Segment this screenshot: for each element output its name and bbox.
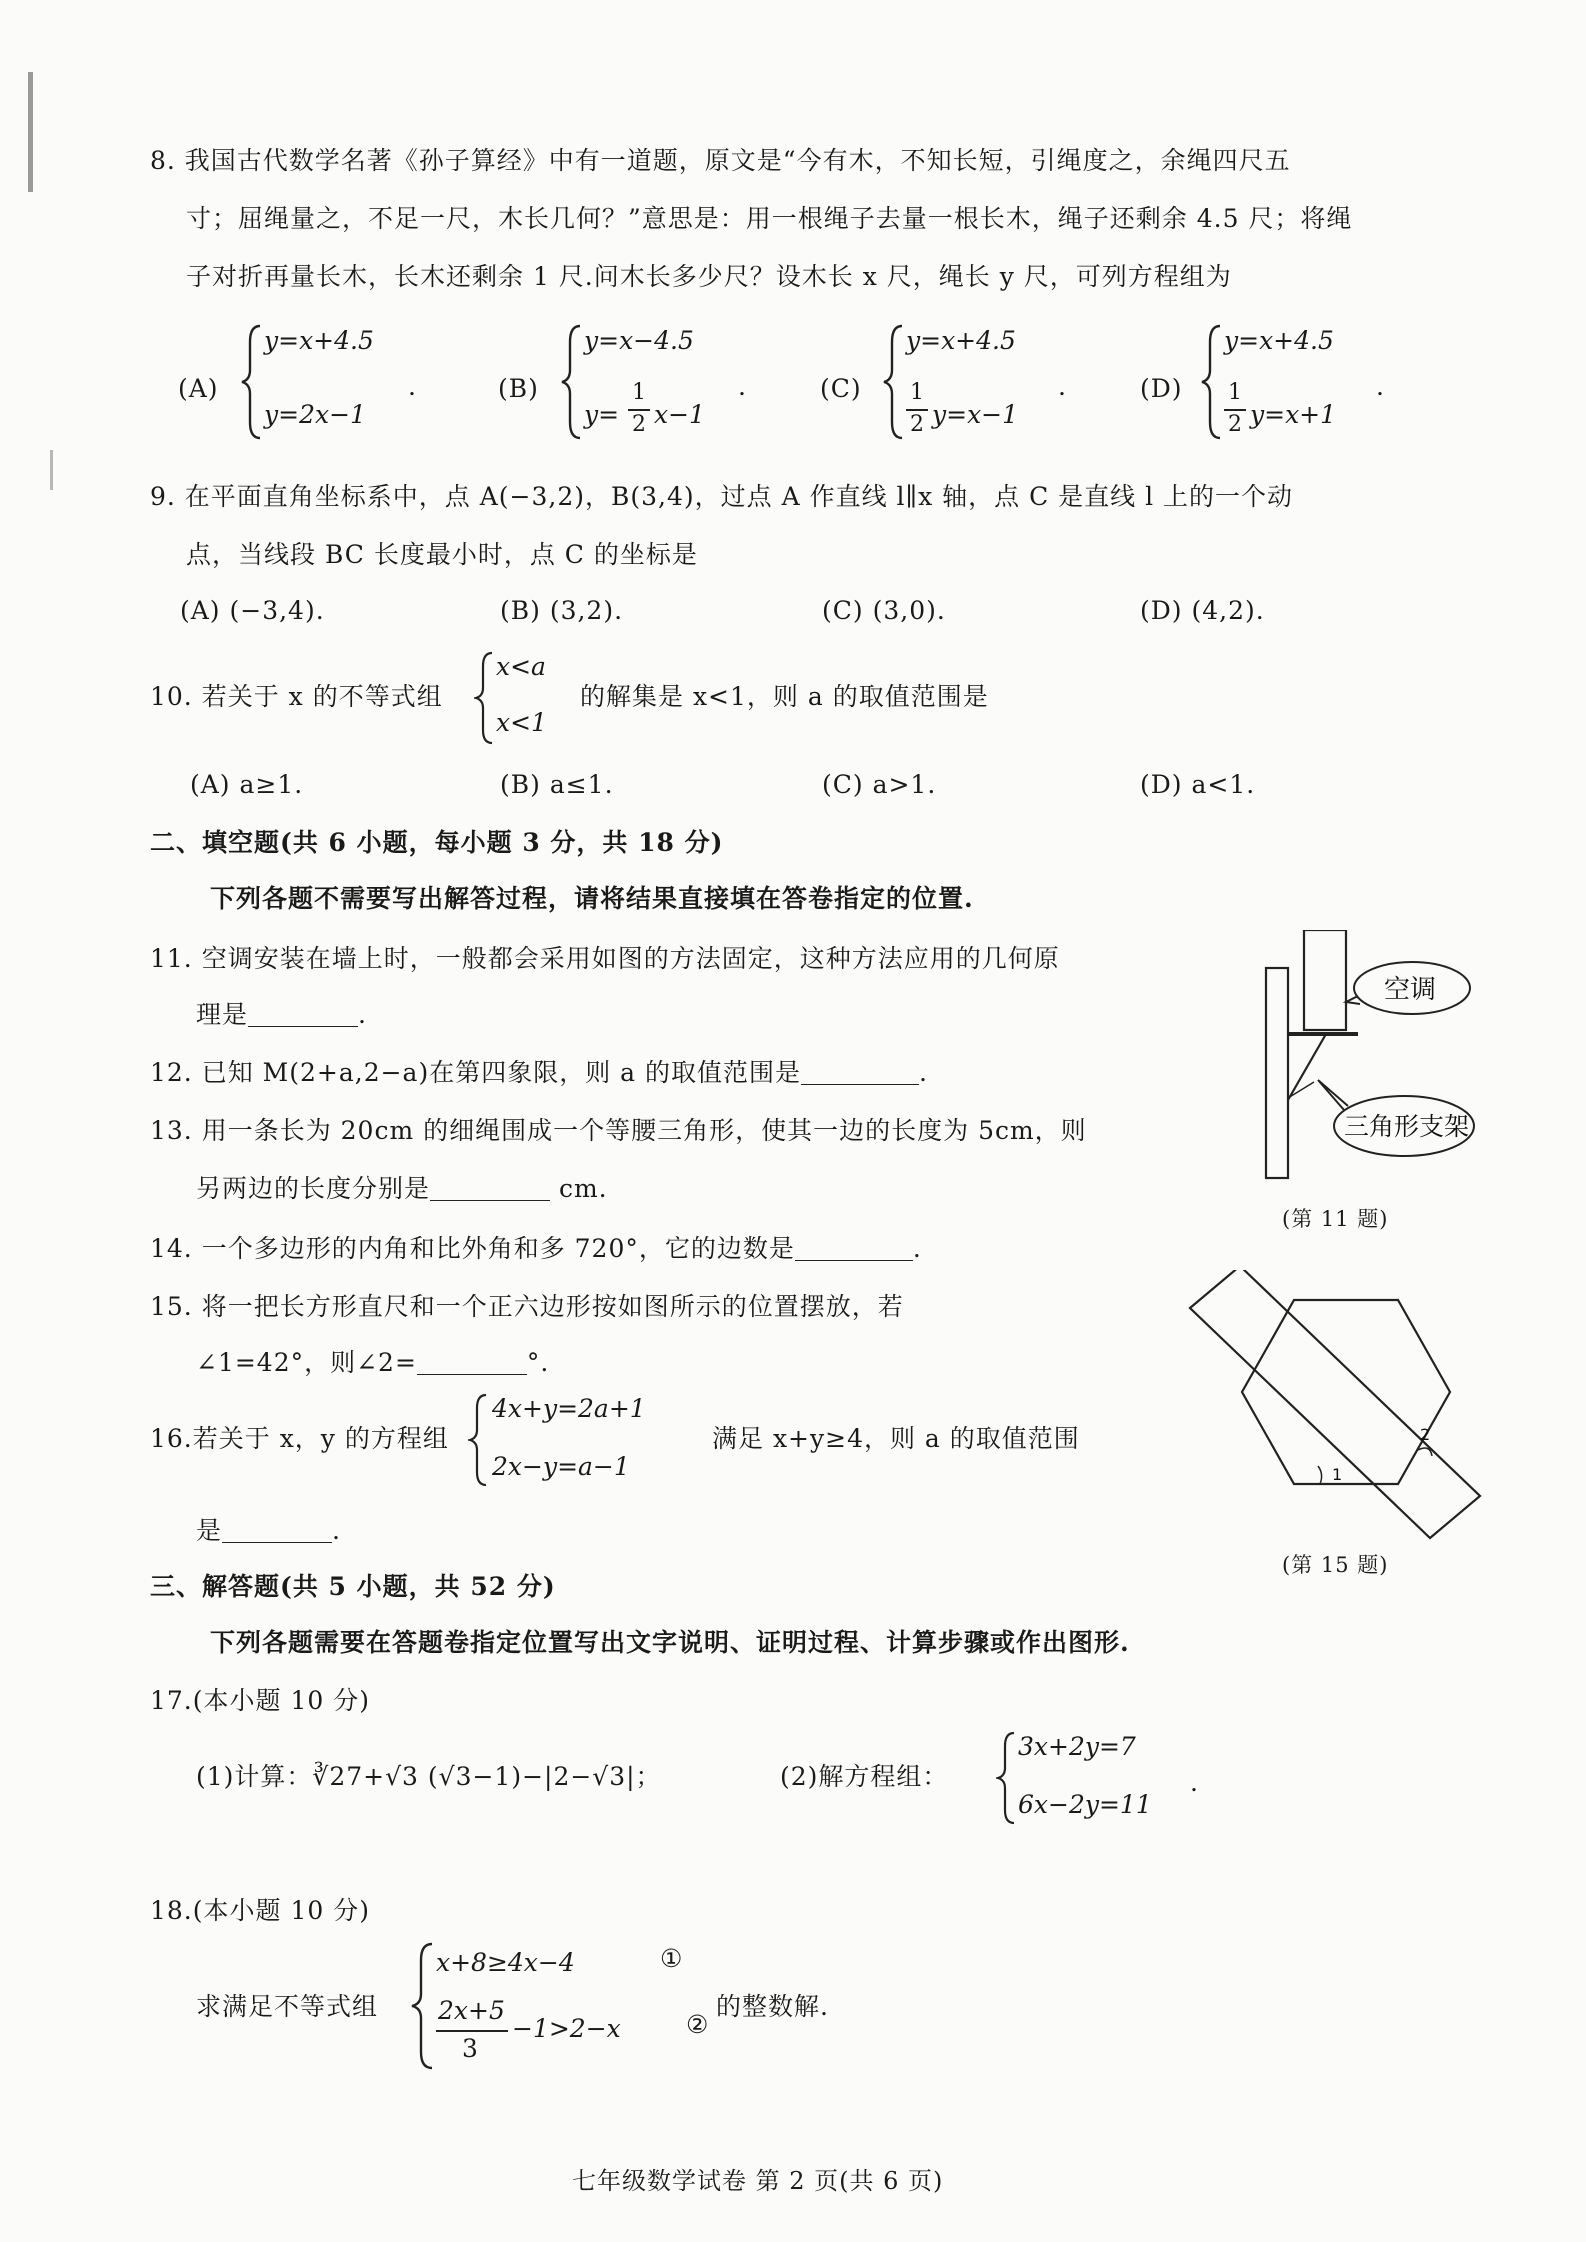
angle-2-label: 2 (1420, 1425, 1431, 1444)
q9-option-c[interactable]: (C) (3,0). (822, 596, 946, 625)
q15-line1: 15. 将一把长方形直尺和一个正六边形按如图所示的位置摆放，若 (150, 1292, 904, 1321)
q9-line2: 点，当线段 BC 长度最小时，点 C 的坐标是 (186, 540, 698, 569)
period: . (1376, 372, 1384, 401)
bracket-label: 三角形支架 (1344, 1112, 1470, 1141)
q9-option-d[interactable]: (D) (4,2). (1140, 596, 1265, 625)
q16-equation-2: 2x−y=a−1 (492, 1452, 630, 1481)
q10-inequality-2: x<1 (496, 708, 547, 737)
ac-label: 空调 (1384, 975, 1437, 1005)
brace-icon (882, 322, 906, 442)
q11-figure-caption: (第 11 题) (1282, 1207, 1389, 1231)
brace-icon (468, 1392, 490, 1488)
scan-mark (50, 450, 53, 490)
q10-option-c[interactable]: (C) a>1. (822, 770, 937, 799)
q15-figure-caption: (第 15 题) (1282, 1553, 1389, 1577)
q11-line2 (196, 998, 367, 1032)
equation-part: y=x−1 (932, 400, 1019, 429)
option-label: (B) (498, 374, 539, 403)
q18-title: 18.(本小题 10 分) (150, 1896, 370, 1925)
q8-line1: 8. 我国古代数学名著《孙子算经》中有一道题，原文是“今有木，不知长短，引绳度之，余绳四尺五 (150, 146, 1291, 175)
option-label: (D) (1140, 374, 1183, 403)
brace-icon (410, 1940, 436, 2072)
period: . (408, 372, 416, 401)
angle-1-label: 1 (1332, 1465, 1343, 1484)
brace-icon (240, 322, 264, 442)
period: . (919, 1058, 928, 1087)
scan-mark (28, 72, 33, 192)
q17-title: 17.(本小题 10 分) (150, 1686, 370, 1715)
answer-blank[interactable] (795, 1234, 913, 1261)
q13-text: 另两边的长度分别是 (196, 1174, 431, 1203)
q18-inequality-1: x+8≥4x−4 (436, 1948, 575, 1977)
period: . (1190, 1768, 1198, 1797)
q11-text: 理是 (196, 1000, 249, 1029)
q11-line1: 11. 空调安装在墙上时，一般都会采用如图的方法固定，这种方法应用的几何原 (150, 944, 1060, 973)
q16-text: 是 (196, 1516, 223, 1545)
period: . (912, 1234, 922, 1263)
fraction-numerator: 1 (910, 380, 924, 405)
answer-blank[interactable] (801, 1058, 919, 1085)
unit: cm. (558, 1174, 608, 1203)
q16-prefix: 16.若关于 x，y 的方程组 (150, 1424, 449, 1453)
brace-icon (996, 1730, 1018, 1826)
answer-blank[interactable] (417, 1348, 527, 1375)
q15-line2 (196, 1346, 549, 1380)
q18-suffix: 的整数解. (716, 1992, 829, 2021)
q8-line2: 寸；屈绳量之，不足一尺，木长几何？”意思是：用一根绳子去量一根长木，绳子还剩余 4.5 尺；将绳 (186, 204, 1353, 233)
equation: y=x+4.5 (264, 326, 374, 355)
q18-mark-1: ① (660, 1944, 683, 1973)
q10-inequality-1: x<a (496, 652, 546, 681)
q18-inequality-2-numerator: 2x+5 (438, 1996, 505, 2025)
section3-title: 三、解答题(共 5 小题，共 52 分) (150, 1572, 556, 1601)
option-label: (A) (178, 374, 219, 403)
air-conditioner-figure (1248, 930, 1478, 1190)
degree: °. (526, 1348, 550, 1377)
brace-icon (1200, 322, 1224, 442)
brace-icon (474, 650, 496, 746)
q10-option-a[interactable]: (A) a≥1. (190, 770, 304, 799)
answer-blank[interactable] (248, 1000, 358, 1027)
equation-part: x−1 (654, 400, 705, 429)
fraction-bar (1224, 409, 1246, 411)
answer-blank[interactable] (430, 1174, 550, 1201)
fraction-denominator: 2 (1228, 412, 1242, 437)
equation: y=2x−1 (264, 400, 366, 429)
period: . (738, 372, 746, 401)
answer-blank[interactable] (222, 1516, 332, 1543)
q13-line2 (196, 1172, 608, 1206)
fraction-numerator: 1 (1228, 380, 1242, 405)
q12-line (150, 1056, 928, 1090)
section2-instruction: 下列各题不需要写出解答过程，请将结果直接填在答卷指定的位置. (210, 884, 974, 913)
q9-option-a[interactable]: (A) (−3,4). (180, 596, 325, 625)
q13-line1: 13. 用一条长为 20cm 的细绳围成一个等腰三角形，使其一边的长度为 5cm，则 (150, 1116, 1087, 1145)
equation-part: y=x+1 (1250, 400, 1337, 429)
option-label: (C) (820, 374, 862, 403)
q8-line3: 子对折再量长木，长木还剩余 1 尺.问木长多少尺？设木长 x 尺，绳长 y 尺，可列方程组为 (186, 262, 1232, 291)
q16-equation-1: 4x+y=2a+1 (492, 1394, 646, 1423)
fraction-bar (628, 409, 650, 411)
q12-text: 12. 已知 M(2+a,2−a)在第四象限，则 a 的取值范围是 (150, 1058, 802, 1087)
q15-text: ∠1=42°，则∠2= (196, 1348, 417, 1377)
q9-line1: 9. 在平面直角坐标系中，点 A(−3,2)，B(3,4)，过点 A 作直线 l∥x 轴，点 C 是直线 l 上的一个动 (150, 482, 1294, 511)
q17-equation-1: 3x+2y=7 (1018, 1732, 1136, 1761)
q14-line (150, 1232, 922, 1266)
section2-title: 二、填空题(共 6 小题，每小题 3 分，共 18 分) (150, 828, 724, 857)
page-footer: 七年级数学试卷 第 2 页(共 6 页) (572, 2167, 944, 2195)
q18-prefix: 求满足不等式组 (196, 1992, 379, 2021)
fraction-bar (906, 409, 928, 411)
q14-text: 14. 一个多边形的内角和比外角和多 720°，它的边数是 (150, 1234, 795, 1263)
fraction-denominator: 2 (910, 412, 924, 437)
hexagon-ruler-figure (1184, 1270, 1484, 1550)
q10-option-b[interactable]: (B) a≤1. (500, 770, 614, 799)
q17-equation-2: 6x−2y=11 (1018, 1790, 1152, 1819)
q16-line2 (196, 1514, 341, 1548)
equation: y=x+4.5 (906, 326, 1016, 355)
period: . (358, 1000, 367, 1029)
q10-option-d[interactable]: (D) a<1. (1140, 770, 1256, 799)
brace-icon (560, 322, 584, 442)
q10-suffix: 的解集是 x<1，则 a 的取值范围是 (580, 682, 989, 711)
fraction-denominator: 2 (632, 412, 646, 437)
q18-inequality-2-rest: −1>2−x (512, 2014, 621, 2043)
q18-mark-2: ② (686, 2010, 709, 2039)
q9-option-b[interactable]: (B) (3,2). (500, 596, 624, 625)
q17-part2: (2)解方程组： (780, 1762, 949, 1791)
period: . (332, 1516, 341, 1545)
fraction-bar (436, 2030, 508, 2032)
period: . (1058, 372, 1066, 401)
q18-inequality-2-denominator: 3 (462, 2034, 478, 2063)
equation-part: y= (584, 400, 620, 429)
fraction-numerator: 1 (632, 380, 646, 405)
section3-instruction: 下列各题需要在答题卷指定位置写出文字说明、证明过程、计算步骤或作出图形. (210, 1628, 1130, 1657)
equation: y=x+4.5 (1224, 326, 1334, 355)
q16-suffix: 满足 x+y≥4，则 a 的取值范围 (712, 1424, 1080, 1453)
q10-prefix: 10. 若关于 x 的不等式组 (150, 682, 443, 711)
equation: y=x−4.5 (584, 326, 694, 355)
q17-part1: (1)计算：∛27+√3 (√3−1)−|2−√3|； (196, 1762, 662, 1791)
